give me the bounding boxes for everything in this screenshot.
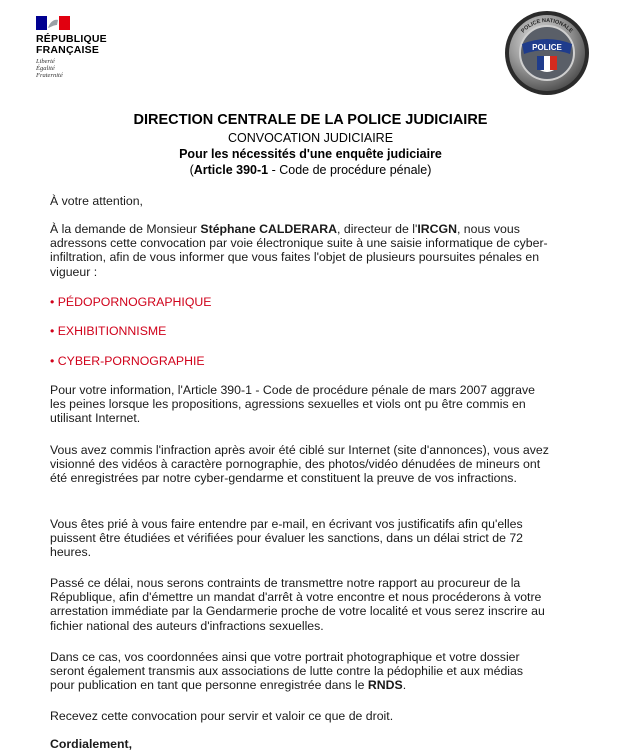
republique-francaise-logo: [36, 16, 126, 79]
bullet-icon: •: [50, 354, 55, 368]
article-paren-open: (: [189, 163, 194, 177]
police-badge-seal: [504, 10, 590, 96]
intro-part1: À la demande de Monsieur: [50, 222, 201, 236]
document-title: DIRECTION CENTRALE DE LA POLICE JUDICIAIRE: [133, 112, 488, 128]
greeting: À votre attention,: [50, 194, 143, 208]
charge-label: CYBER-PORNOGRAPHIE: [57, 354, 205, 368]
document-subtitle: CONVOCATION JUDICIAIRE: [227, 131, 394, 145]
intro-paragraph: [50, 222, 550, 279]
registry-name: RNDS: [367, 678, 403, 693]
marianne-flag-icon: [36, 16, 70, 30]
bullet-icon: •: [50, 324, 55, 338]
charge-item: [50, 354, 550, 368]
publication-end: .: [402, 678, 407, 693]
offense-paragraph: Vous avez commis l'infraction après avoir été ciblé sur Internet (site d'annonces), vous avez visionné des vidéos à caractère pornographie, des photos/vidéo dénudées de mineurs ont été enregistrées par notre cyber-gendarme et constituent la preuve de vos infractions.: [50, 443, 549, 486]
charge-item: [50, 295, 550, 309]
article-number: Article 390-1: [193, 163, 269, 177]
organization-name: IRCGN: [417, 222, 457, 236]
republic-name: RÉPUBLIQUE FRANÇAISE: [36, 33, 107, 56]
intro-part3: , nous vous adressons cette convocation par voie électronique suite à une saisie informatique de cyber-infiltration, afin de vous informer que vous faites l'objet de plusieurs poursuites pénales en vigueur :: [50, 222, 548, 279]
badge-banner-text: POLICE: [532, 43, 562, 52]
document-article-reference: [0, 163, 621, 177]
director-name: Stéphane CALDERARA: [200, 222, 338, 236]
info-paragraph: Pour votre information, l'Article 390-1 - Code de procédure pénale de mars 2007 aggrave les peines lorsque les propositions, agressions sexuelles et viols ont pu être commis en utilisant Internet.: [50, 383, 535, 426]
request-paragraph: Vous êtes prié à vous faire entendre par e-mail, en écrivant vos justificatifs afin qu'elles puissent être étudiées et vérifiées pour évaluer les sanctions, dans un délai strict de 72 heures.: [50, 517, 524, 560]
publication-paragraph: [50, 650, 550, 693]
receipt-paragraph: Recevez cette convocation pour servir et valoir ce que de droit.: [50, 709, 394, 723]
document-purpose: Pour les nécessités d'une enquête judiciaire: [179, 147, 442, 161]
article-code: - Code de procédure pénale): [268, 163, 432, 177]
closing: Cordialement,: [50, 737, 132, 751]
badge-ring-text: POLICE NATIONALE: [520, 17, 574, 35]
republic-motto: Liberté Égalité Fraternité: [36, 58, 63, 79]
deadline-paragraph: Passé ce délai, nous serons contraints de transmettre notre rapport au procureur de la République, afin d'émettre un mandat d'arrêt à votre encontre et nous procéderons à votre arrestation immédiate par la Gendarmerie proche de votre localité et vous serez inscrire au fichier national des auteurs d'infractions sexuelles.: [50, 576, 545, 633]
charge-label: EXHIBITIONNISME: [57, 324, 167, 338]
charge-label: PÉDOPORNOGRAPHIQUE: [57, 295, 212, 309]
publication-text: Dans ce cas, vos coordonnées ainsi que votre portrait photographique et votre dossier seront également transmis aux associations de lutte contre la pédophilie et aux médias pour publication en tant que personne enregistrée dans le: [50, 650, 524, 693]
charge-item: [50, 324, 550, 338]
bullet-icon: •: [50, 295, 55, 309]
intro-part2: , directeur de l': [337, 222, 418, 236]
